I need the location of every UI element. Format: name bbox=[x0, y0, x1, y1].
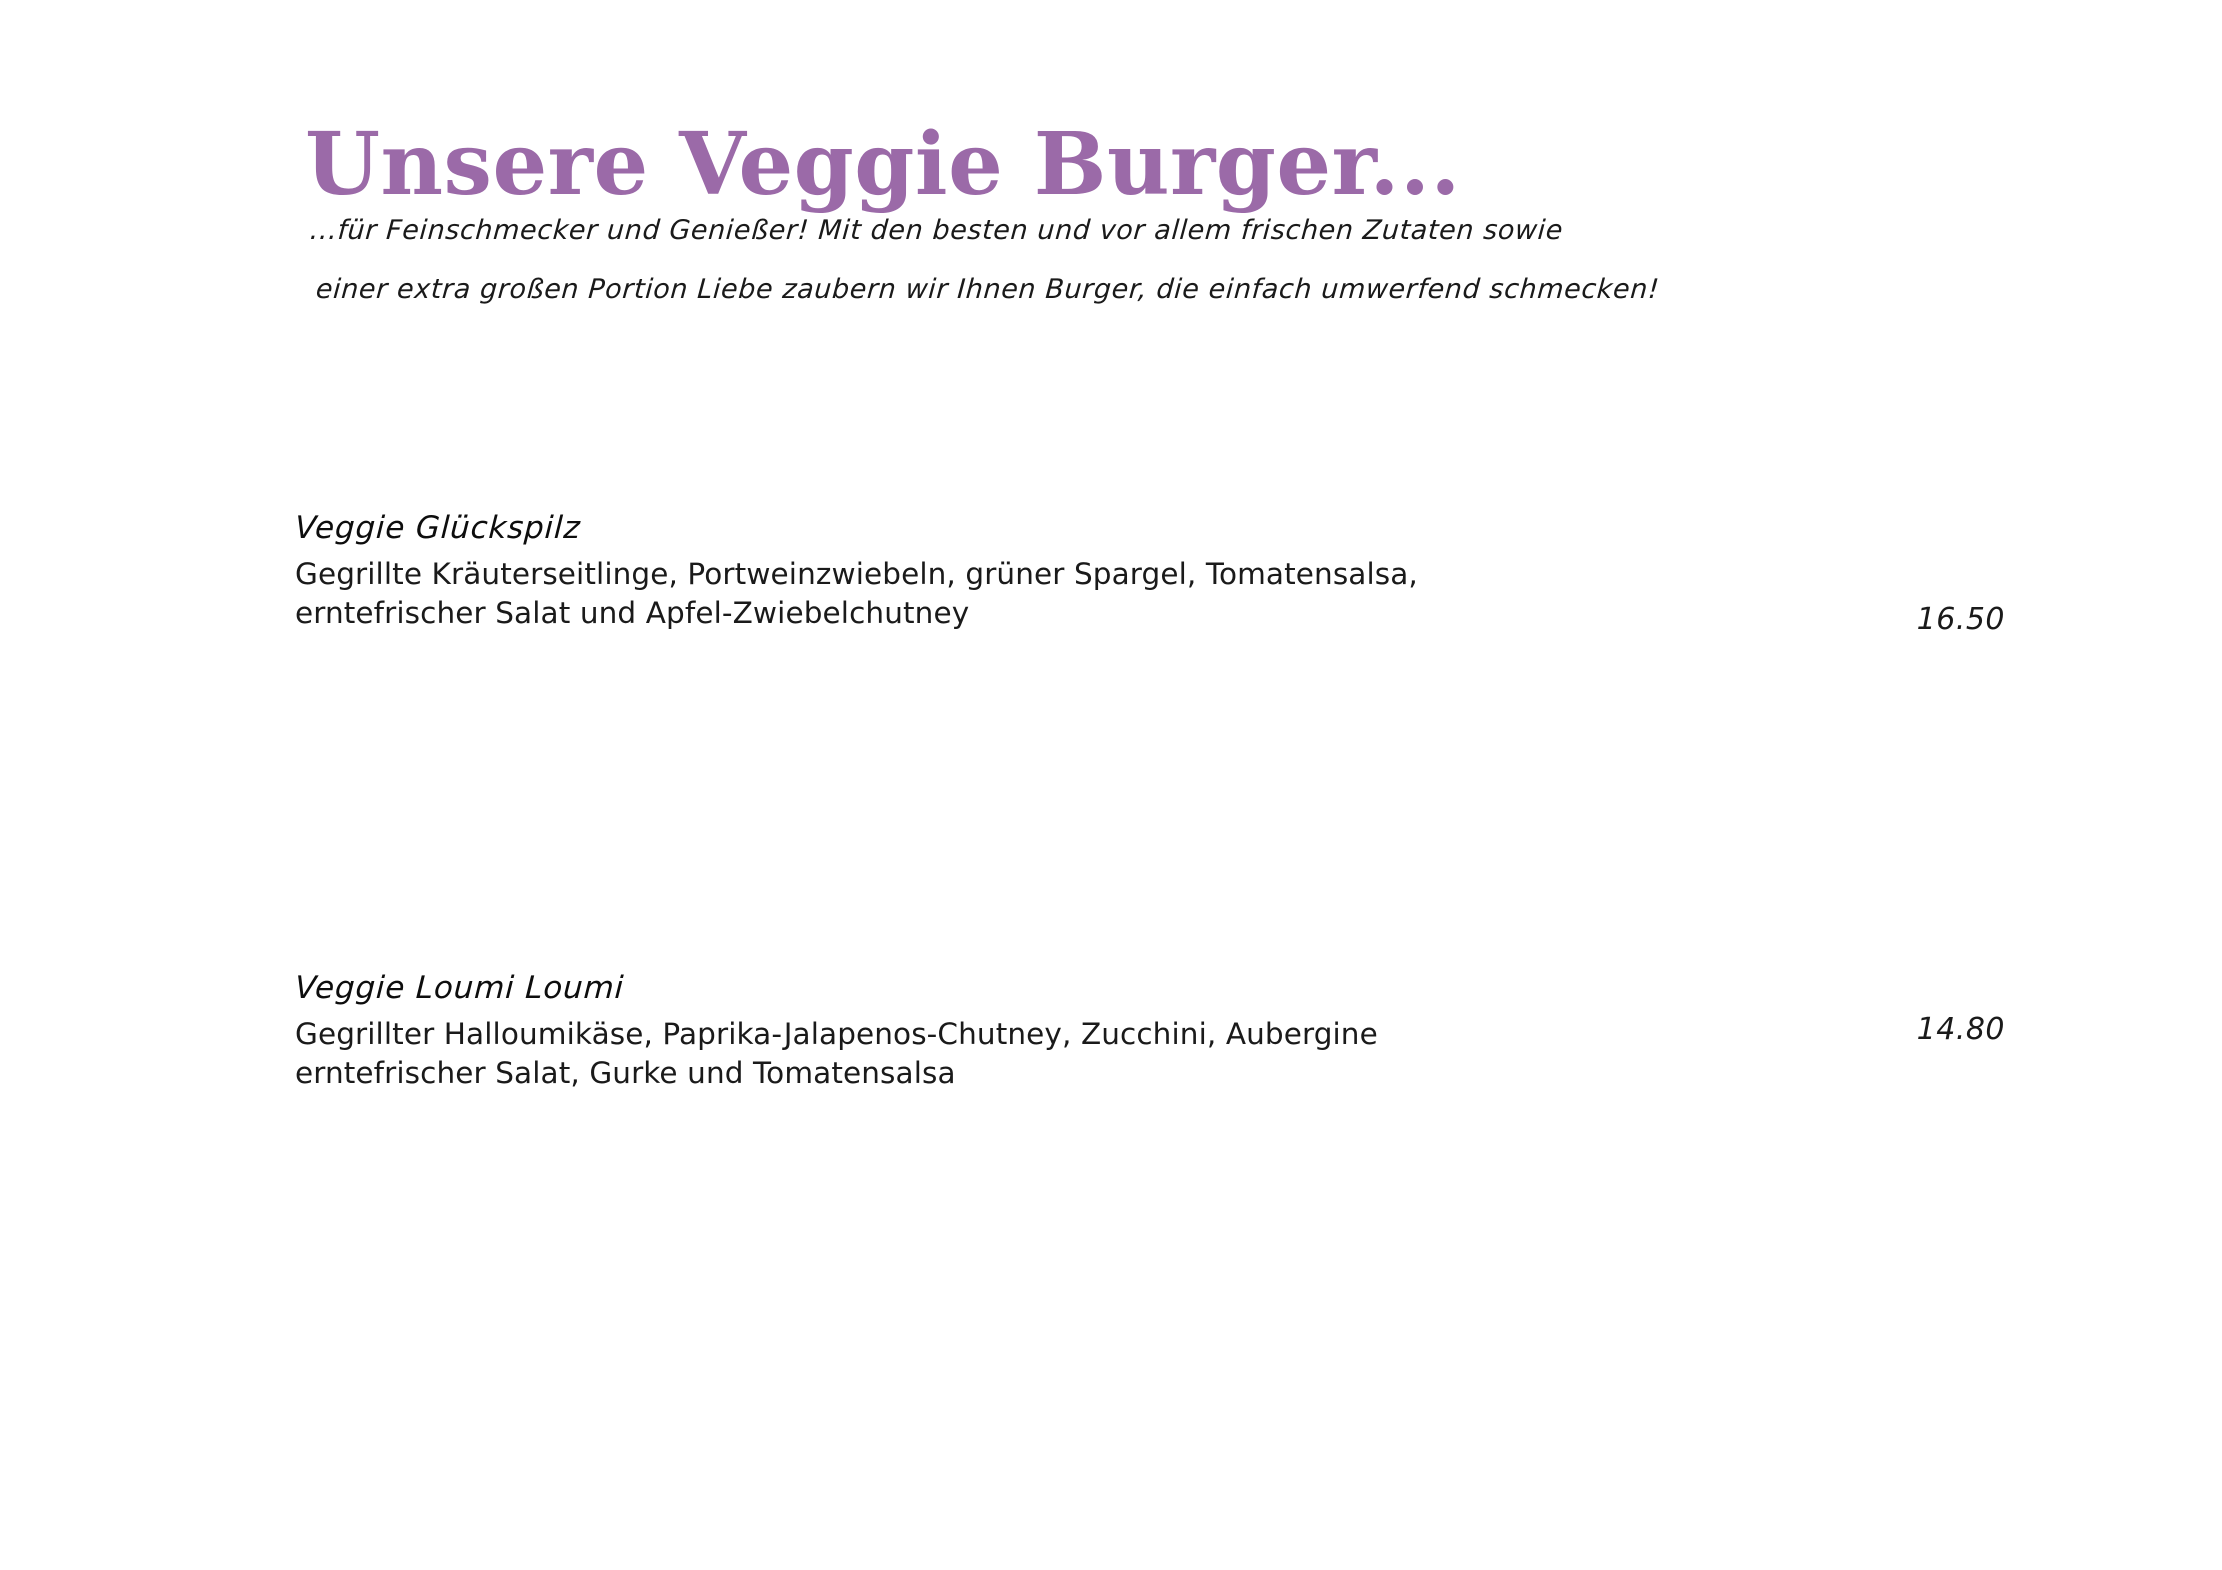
intro-text bbox=[310, 215, 1870, 333]
menu-item-description-line-1: Gegrillte Kräuterseitlinge, Portweinzwiebeln, grüner Spargel, Tomatensalsa, bbox=[295, 557, 1418, 591]
menu-item-description-line-2: erntefrischer Salat, Gurke und Tomatensalsa bbox=[295, 1055, 956, 1090]
menu-item-description-line-1: Gegrillter Halloumikäse, Paprika-Jalapenos-Chutney, Zucchini, Aubergine bbox=[295, 1017, 1378, 1051]
page-title: Unsere Veggie Burger... bbox=[305, 113, 1461, 215]
menu-item-description bbox=[295, 1015, 1615, 1093]
intro-line-2: einer extra großen Portion Liebe zaubern wir Ihnen Burger, die einfach umwerfend schmecken! bbox=[314, 274, 1661, 305]
menu-item-description bbox=[295, 555, 1615, 633]
menu-item-veggie-glueckspilz bbox=[294, 510, 2005, 637]
intro-line-1: ...für Feinschmecker und Genießer! Mit den besten und vor allem frischen Zutaten sowie bbox=[308, 215, 1565, 246]
menu-item-price: 16.50 bbox=[1916, 602, 2005, 637]
menu-item-description-line-2: erntefrischer Salat und Apfel-Zwiebelchutney bbox=[295, 595, 970, 630]
menu-item-veggie-loumi-loumi bbox=[295, 970, 2005, 1093]
menu-item-name: Veggie Loumi Loumi bbox=[294, 970, 625, 1006]
menu-item-name: Veggie Glückspilz bbox=[294, 510, 582, 546]
menu-item-price: 14.80 bbox=[1916, 1012, 2005, 1047]
